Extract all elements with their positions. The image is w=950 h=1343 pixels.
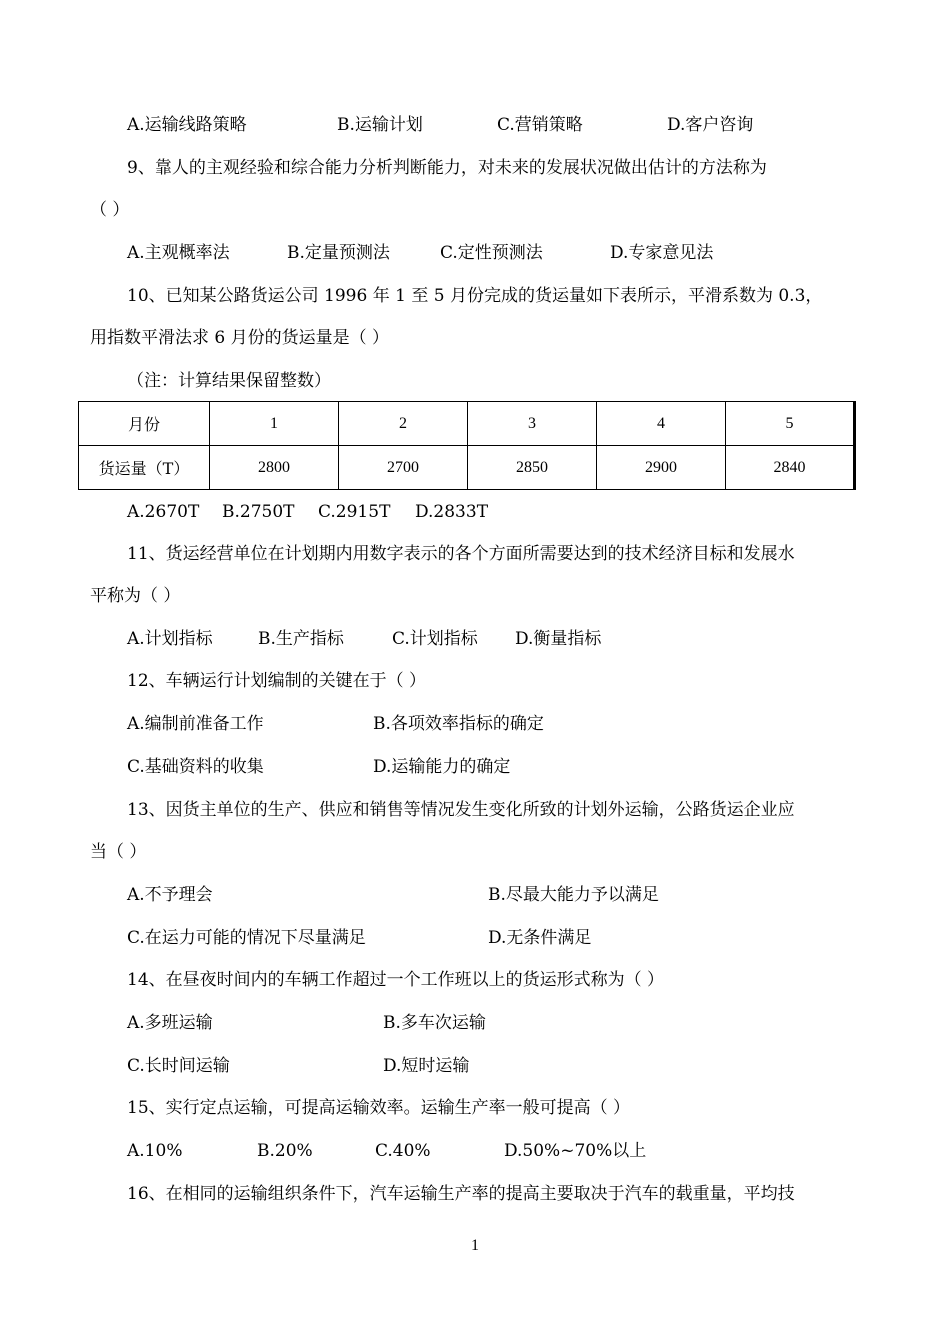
q15-option-d: D.50%~70%以上 <box>504 1141 647 1161</box>
q15-question-line1: 15、实行定点运输，可提高运输效率。运输生产率一般可提高（ ） <box>127 1098 631 1118</box>
q10-question-line2: 用指数平滑法求 6 月份的货运量是（ ） <box>90 328 390 348</box>
q12-option-d: D.运输能力的确定 <box>373 757 511 777</box>
q11-question-line2: 平称为（ ） <box>90 586 181 606</box>
q11-option-d: D.衡量指标 <box>515 629 602 649</box>
q10-option-a: A.2670T <box>127 502 200 522</box>
q9-question-line2: （ ） <box>90 200 130 220</box>
q12-option-a: A.编制前准备工作 <box>127 714 264 734</box>
table-header-month: 月份 <box>79 402 210 446</box>
q13-option-d: D.无条件满足 <box>488 928 592 948</box>
q9-question-line1: 9、靠人的主观经验和综合能力分析判断能力，对未来的发展状况做出估计的方法称为 <box>127 158 767 178</box>
table-cell-month: 2 <box>339 402 468 446</box>
table-header-volume: 货运量（T） <box>79 446 210 490</box>
q14-option-d: D.短时运输 <box>383 1056 470 1076</box>
q12-option-c: C.基础资料的收集 <box>127 757 264 777</box>
q10-option-b: B.2750T <box>222 502 295 522</box>
q14-option-b: B.多车次运输 <box>383 1013 486 1033</box>
q16-question-line1: 16、在相同的运输组织条件下，汽车运输生产率的提高主要取决于汽车的载重量，平均技 <box>127 1184 795 1204</box>
q11-option-c: C.计划指标 <box>392 629 478 649</box>
q14-option-a: A.多班运输 <box>127 1013 213 1033</box>
q11-question-line1: 11、货运经营单位在计划期内用数字表示的各个方面所需要达到的技术经济目标和发展水 <box>127 544 795 564</box>
table-cell-volume: 2700 <box>339 446 468 490</box>
q10-question-line1: 10、已知某公路货运公司 1996 年 1 至 5 月份完成的货运量如下表所示，平滑系数为 0.3， <box>127 286 823 306</box>
q8-option-b: B.运输计划 <box>337 115 423 135</box>
q9-option-c: C.定性预测法 <box>440 243 543 263</box>
q12-option-b: B.各项效率指标的确定 <box>373 714 544 734</box>
q9-option-a: A.主观概率法 <box>127 243 230 263</box>
table-cell-volume: 2800 <box>210 446 339 490</box>
q13-option-c: C.在运力可能的情况下尽量满足 <box>127 928 366 948</box>
q10-option-d: D.2833T <box>415 502 489 522</box>
table-cell-month: 4 <box>597 402 726 446</box>
q13-question-line1: 13、因货主单位的生产、供应和销售等情况发生变化所致的计划外运输，公路货运企业应 <box>127 800 795 820</box>
q8-option-d: D.客户咨询 <box>667 115 754 135</box>
q10-option-c: C.2915T <box>318 502 391 522</box>
q14-option-c: C.长时间运输 <box>127 1056 230 1076</box>
table-cell-month: 3 <box>468 402 597 446</box>
q11-option-a: A.计划指标 <box>127 629 213 649</box>
q15-option-c: C.40% <box>375 1141 431 1161</box>
q15-option-a: A.10% <box>127 1141 183 1161</box>
table-cell-month: 5 <box>726 402 855 446</box>
table-row <box>79 402 855 446</box>
table-row <box>79 446 855 490</box>
table-cell-volume: 2850 <box>468 446 597 490</box>
q13-question-line2: 当（ ） <box>90 842 147 862</box>
q13-option-b: B.尽最大能力予以满足 <box>488 885 659 905</box>
q15-option-b: B.20% <box>257 1141 313 1161</box>
q11-option-b: B.生产指标 <box>258 629 344 649</box>
table-cell-month: 1 <box>210 402 339 446</box>
q13-option-a: A.不予理会 <box>127 885 213 905</box>
freight-volume-table <box>78 401 856 490</box>
q8-option-c: C.营销策略 <box>497 115 583 135</box>
q12-question-line1: 12、车辆运行计划编制的关键在于（ ） <box>127 671 427 691</box>
q9-option-d: D.专家意见法 <box>610 243 714 263</box>
q8-option-a: A.运输线路策略 <box>127 115 247 135</box>
page-number: 1 <box>471 1237 479 1254</box>
q14-question-line1: 14、在昼夜时间内的车辆工作超过一个工作班以上的货运形式称为（ ） <box>127 970 665 990</box>
table-cell-volume: 2840 <box>726 446 855 490</box>
q10-note: （注：计算结果保留整数） <box>127 371 331 391</box>
q9-option-b: B.定量预测法 <box>287 243 390 263</box>
table-cell-volume: 2900 <box>597 446 726 490</box>
